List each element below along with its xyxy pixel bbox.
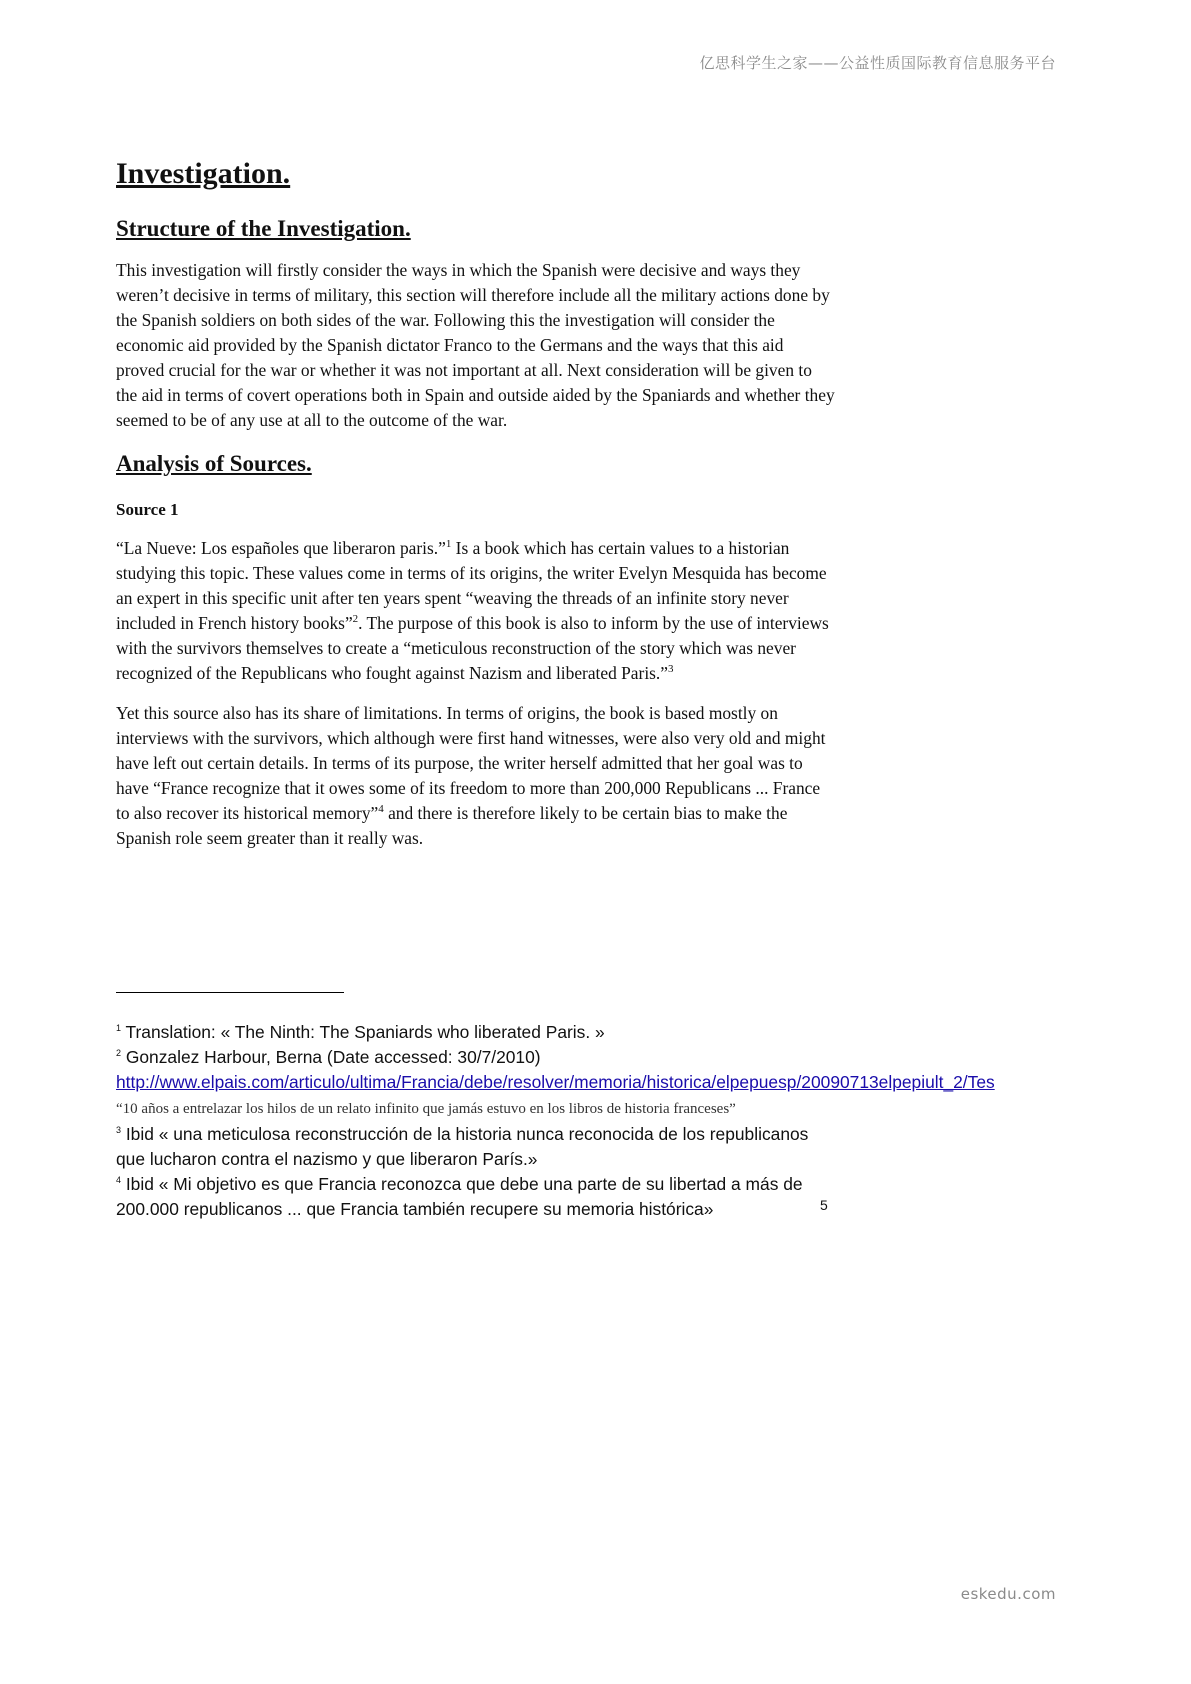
source-label: Source 1 [116, 500, 179, 519]
page-number: 5 [820, 1197, 828, 1213]
footnote-text: Ibid « Mi objetivo es que Francia reconozca que debe una parte de su libertad a más de 200.000 republicanos ... que Francia también recupere su memoria histórica» [116, 1174, 803, 1219]
footnote-number: 4 [116, 1175, 122, 1186]
text-run: and there is therefore likely to be certain bias to make the Spanish role seem greater than it really was. [116, 803, 788, 848]
footnote-number: 1 [116, 1023, 122, 1034]
section-heading-analysis: Analysis of Sources. [116, 451, 312, 476]
footnote-text: Translation: « The Ninth: The Spaniards who liberated Paris. » [121, 1022, 605, 1042]
footnote-text: Gonzalez Harbour, Berna (Date accessed: 30/7/2010) [121, 1047, 541, 1067]
footnote-ref[interactable]: 3 [667, 663, 674, 676]
paragraph-source-values [116, 536, 836, 686]
text-run: “La Nueve: Los españoles que liberaron paris.” [116, 538, 446, 558]
paragraph-structure: This investigation will firstly consider the ways in which the Spanish were decisive and ways they weren’t decisive in terms of military, this section will therefore include all the military actions done by the Spanish soldiers on both sides of the war. Following this the investigation will consider the economic aid provided by the Spanish dictator Franco to the Germans and the ways that this aid proved crucial for the war or whether it was not important at all. Next consideration will be given to the aid in terms of covert operations both in Spain and outside aided by the Spaniards and whether they seemed to be of any use at all to the outcome of the war. [116, 260, 835, 430]
section-heading-structure: Structure of the Investigation. [116, 216, 411, 241]
footer-site-name: eskedu.com [960, 1585, 1056, 1603]
footnote-divider [116, 992, 344, 993]
footnote-text: Ibid « una meticulosa reconstrucción de la historia nunca reconocida de los republicanos que lucharon contra el nazismo y que liberaron París.» [116, 1124, 809, 1169]
document-body [116, 152, 836, 851]
text-run: Yet this source also has its share of limitations. In terms of origins, the book is based mostly on interviews with the survivors, which although were first hand witnesses, were also very old and might have left out certain details. In terms of its purpose, the writer herself admitted that her goal was to have “France recognize that it owes some of its freedom to more than 200,000 Republicans ... France to also recover its historical memory” [116, 703, 826, 823]
footnote-quote: “10 años a entrelazar los hilos de un relato infinito que jamás estuvo en los libros de historia franceses” [116, 1101, 736, 1117]
text-run: Is a book which has certain values to a historian studying this topic. These values come in terms of its origins, the writer Evelyn Mesquida has become an expert in this specific unit after ten years spent “weaving the threads of an infinite story never included in French history books” [116, 538, 827, 633]
paragraph-source-limitations [116, 701, 836, 851]
text-run: . The purpose of this book is also to inform by the use of interviews with the survivors themselves to create a “meticulous reconstruction of the story which was never recognized of the Republicans who fought against Nazism and liberated Paris.” [116, 613, 829, 683]
footnote-1 [116, 1020, 836, 1045]
footnote-4 [116, 1172, 836, 1222]
page-title: Investigation. [116, 157, 291, 190]
footnotes [116, 1020, 995, 1222]
header-watermark: 亿思科学生之家——公益性质国际教育信息服务平台 [699, 54, 1056, 72]
footnote-2 [116, 1045, 995, 1122]
footnote-link[interactable]: http://www.elpais.com/articulo/ultima/Francia/debe/resolver/memoria/historica/elpepuesp/20090713elpepiult_2/Tes [116, 1072, 995, 1092]
footnote-number: 2 [116, 1048, 122, 1059]
footnote-3 [116, 1122, 836, 1172]
footnote-ref[interactable]: 2 [352, 613, 359, 626]
footnote-ref[interactable]: 4 [378, 803, 384, 816]
footnote-ref[interactable]: 1 [445, 538, 452, 551]
footnote-number: 3 [116, 1125, 122, 1136]
